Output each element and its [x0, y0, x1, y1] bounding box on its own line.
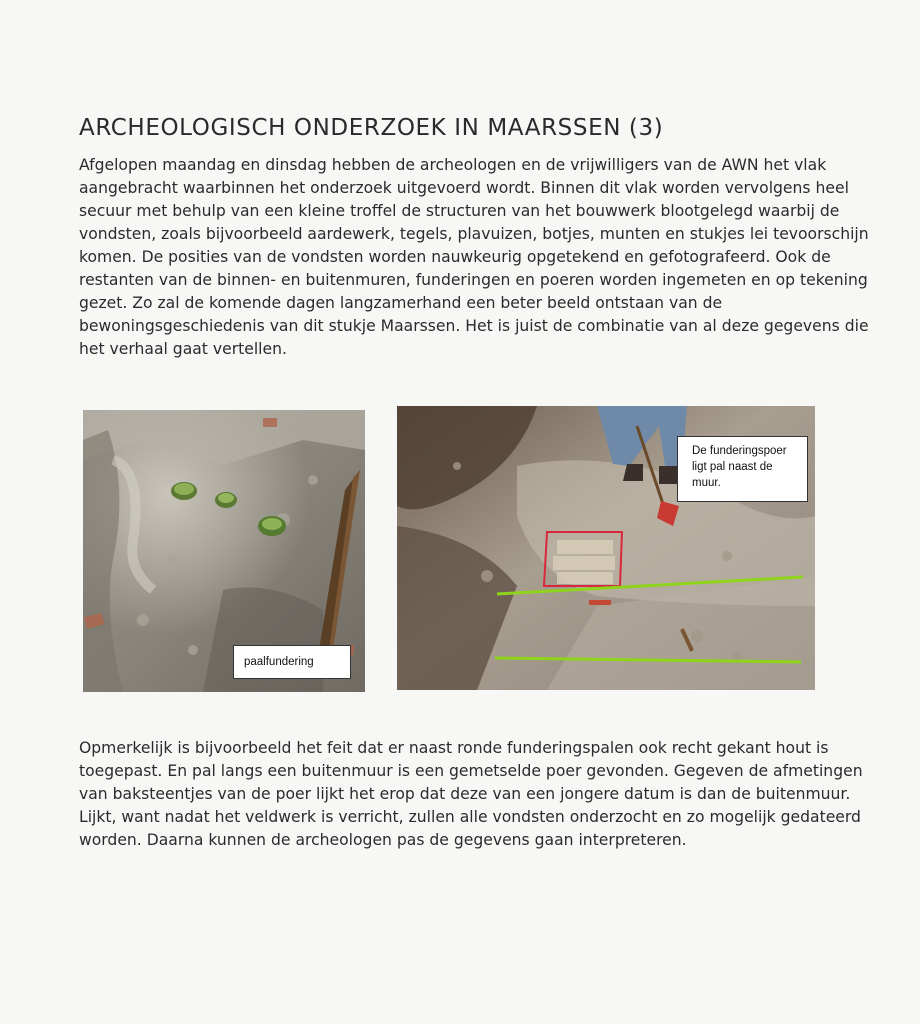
photo-caption-right: De funderingspoer ligt pal naast de muur. — [677, 436, 808, 502]
findings-paragraph: Opmerkelijk is bijvoorbeeld het feit dat er naast ronde funderingspalen ook recht gekant hout is toegepast. En pal langs een buitenmuur is een gemetselde poer gevonden. Gegeven de afmetingen van baksteentjes van de poer lijkt het erop dat deze van een jongere datum is dan de buitenmuur. Lijkt, want nadat het veldwerk is verricht, zullen alle vondsten onderzocht en zo mogelijk gedateerd worden. Daarna kunnen de archeologen pas de gegevens gaan interpreteren. — [79, 739, 863, 849]
page-title: ARCHEOLOGISCH ONDERZOEK IN MAARSSEN (3) — [79, 115, 664, 142]
pile-foundation-photo — [83, 410, 365, 692]
photo-caption-left: paalfundering — [233, 645, 351, 679]
intro-paragraph: Afgelopen maandag en dinsdag hebben de archeologen en de vrijwilligers van de AWN het vlak aangebracht waarbinnen het onderzoek uitgevoerd wordt. Binnen dit vlak worden vervolgens heel secuur met behulp van een kleine troffel de structuren van het bouwwerk blootgelegd waarbij de vondsten, zoals bijvoorbeeld aardewerk, tegels, plavuizen, botjes, munten en stukjes lei tevoorschijn komen. De posities van de vondsten worden nauwkeurig opgetekend en gefotografeerd. Ook de restanten van de binnen- en buitenmuren, funderingen en poeren worden ingemeten en op tekening gezet. Zo zal de komende dagen langzamerhand een beter beeld ontstaan van de bewoningsgeschiedenis van dit stukje Maarssen. Het is juist de combinatie van al deze gegevens die het verhaal gaat vertellen. — [79, 156, 869, 358]
foundation-pier-photo — [397, 406, 815, 690]
